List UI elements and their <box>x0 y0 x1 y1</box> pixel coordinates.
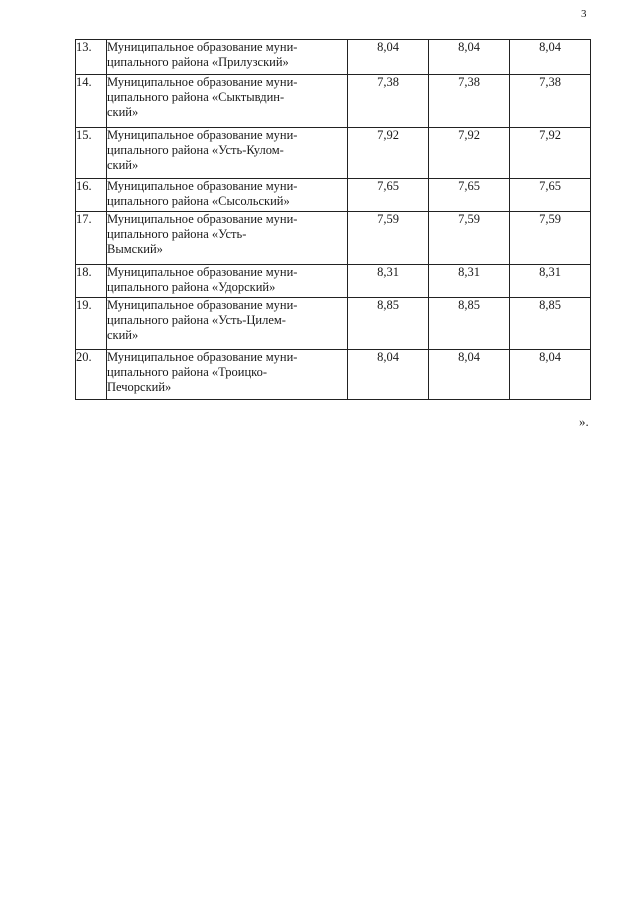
name-line: Муниципальное образование муни- <box>107 40 298 54</box>
table-row <box>76 75 591 128</box>
table-row <box>76 265 591 298</box>
municipality-name <box>107 179 348 212</box>
name-line: Муниципальное образование муни- <box>107 128 298 142</box>
name-line: Муниципальное образование муни- <box>107 350 298 364</box>
table-row <box>76 350 591 400</box>
closing-quote-mark: ». <box>579 414 589 429</box>
row-number: 13. <box>76 40 107 75</box>
table-row <box>76 40 591 75</box>
value-cell-v3: 8,04 <box>510 350 591 400</box>
name-line: Муниципальное образование муни- <box>107 75 298 89</box>
value-cell-v1: 7,38 <box>348 75 429 128</box>
row-number: 17. <box>76 212 107 265</box>
row-number: 16. <box>76 179 107 212</box>
value-cell-v1: 8,85 <box>348 298 429 350</box>
municipality-name <box>107 40 348 75</box>
name-line: ский» <box>107 328 139 342</box>
value-cell-v3: 7,65 <box>510 179 591 212</box>
value-cell-v1: 7,92 <box>348 128 429 179</box>
page-number: 3 <box>581 8 587 20</box>
name-line: Муниципальное образование муни- <box>107 179 298 193</box>
municipality-name <box>107 212 348 265</box>
name-line: Вымский» <box>107 242 163 256</box>
value-cell-v3: 7,38 <box>510 75 591 128</box>
value-cell-v2: 7,59 <box>429 212 510 265</box>
name-line: Муниципальное образование муни- <box>107 212 298 226</box>
value-cell-v3: 8,31 <box>510 265 591 298</box>
row-number: 18. <box>76 265 107 298</box>
value-cell-v2: 8,31 <box>429 265 510 298</box>
value-cell-v2: 7,38 <box>429 75 510 128</box>
name-line: ский» <box>107 158 139 172</box>
value-cell-v1: 7,59 <box>348 212 429 265</box>
name-line: ципального района «Сыктывдин- <box>107 90 285 104</box>
value-cell-v1: 8,04 <box>348 350 429 400</box>
municipality-name <box>107 350 348 400</box>
table-row <box>76 128 591 179</box>
name-line: ципального района «Усть-Цилем- <box>107 313 286 327</box>
value-cell-v2: 8,85 <box>429 298 510 350</box>
row-number: 20. <box>76 350 107 400</box>
value-cell-v3: 7,92 <box>510 128 591 179</box>
value-cell-v2: 8,04 <box>429 40 510 75</box>
table-row <box>76 298 591 350</box>
value-cell-v3: 7,59 <box>510 212 591 265</box>
name-line: ский» <box>107 105 139 119</box>
value-cell-v3: 8,85 <box>510 298 591 350</box>
value-cell-v1: 7,65 <box>348 179 429 212</box>
municipality-name <box>107 75 348 128</box>
table-row <box>76 179 591 212</box>
name-line: ципального района «Сысольский» <box>107 194 290 208</box>
name-line: ципального района «Усть-Кулом- <box>107 143 284 157</box>
value-cell-v1: 8,31 <box>348 265 429 298</box>
name-line: Печорский» <box>107 380 172 394</box>
name-line: ципального района «Удорский» <box>107 280 276 294</box>
name-line: ципального района «Прилузский» <box>107 55 289 69</box>
value-cell-v3: 8,04 <box>510 40 591 75</box>
name-line: Муниципальное образование муни- <box>107 265 298 279</box>
municipality-name <box>107 265 348 298</box>
row-number: 14. <box>76 75 107 128</box>
table-row <box>76 212 591 265</box>
value-cell-v2: 8,04 <box>429 350 510 400</box>
row-number: 19. <box>76 298 107 350</box>
municipality-name <box>107 298 348 350</box>
municipal-table <box>75 39 591 400</box>
value-cell-v1: 8,04 <box>348 40 429 75</box>
municipality-name <box>107 128 348 179</box>
value-cell-v2: 7,65 <box>429 179 510 212</box>
name-line: ципального района «Усть- <box>107 227 247 241</box>
table-body <box>76 40 591 400</box>
value-cell-v2: 7,92 <box>429 128 510 179</box>
row-number: 15. <box>76 128 107 179</box>
name-line: Муниципальное образование муни- <box>107 298 298 312</box>
name-line: ципального района «Троицко- <box>107 365 268 379</box>
